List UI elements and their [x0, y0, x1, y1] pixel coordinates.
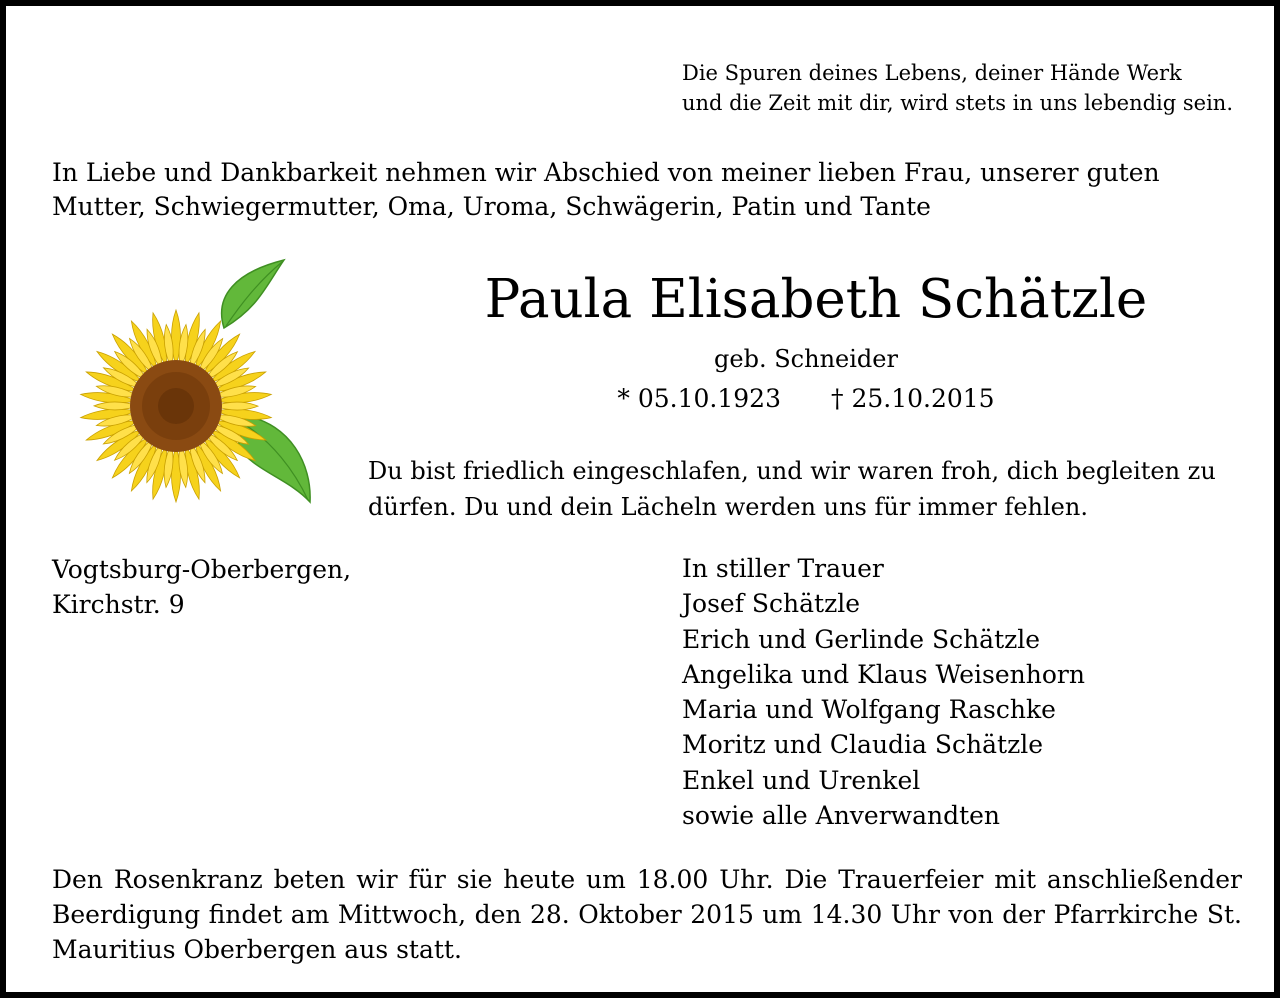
mourner-name: Enkel und Urenkel: [682, 765, 921, 795]
funeral-notice: Den Rosenkranz beten wir für sie heute um 18.00 Uhr. Die Trauerfeier mit anschließender Beerdigung findet am Mittwoch, den 28. Oktober 2015 um 14.30 Uhr von der Pfarrkirche St. Mauritius Oberbergen aus statt.: [52, 865, 1242, 964]
mourner-name: Maria und Wolfgang Raschke: [682, 695, 1056, 725]
mourner-name: Moritz und Claudia Schätzle: [682, 730, 1044, 760]
deceased-name: Paula Elisabeth Schätzle: [484, 269, 1148, 330]
mourner-name: Angelika und Klaus Weisenhorn: [682, 659, 1085, 689]
mourner-name: Erich und Gerlinde Schätzle: [682, 624, 1041, 654]
address: [52, 552, 351, 622]
mourner-name: Josef Schätzle: [682, 589, 861, 619]
life-dates: [566, 382, 1046, 416]
birth-date: * 05.10.1923: [617, 384, 781, 413]
motto-verse: [682, 58, 1233, 118]
maiden-name: geb. Schneider: [714, 345, 898, 373]
farewell-verse: Du bist friedlich eingeschlafen, und wir waren froh, dich begleiten zu dürfen. Du und dein Lächeln werden uns für immer fehlen.: [368, 457, 1216, 521]
sunflower-icon: [76, 256, 316, 506]
mourners-list: [682, 551, 1085, 833]
address-line-2: Kirchstr. 9: [52, 590, 185, 619]
address-line-1: Vogtsburg-Oberbergen,: [52, 555, 352, 584]
mourner-name: sowie alle Anverwandten: [682, 801, 1001, 831]
mourners-heading: In stiller Trauer: [682, 554, 884, 583]
intro-text: In Liebe und Dankbarkeit nehmen wir Abschied von meiner lieben Frau, unserer guten Mutter, Schwiegermutter, Oma, Uroma, Schwägerin, Patin und Tante: [52, 158, 1160, 221]
motto-line-2: und die Zeit mit dir, wird stets in uns lebendig sein.: [682, 91, 1234, 115]
motto-line-1: Die Spuren deines Lebens, deiner Hände Werk: [682, 61, 1182, 85]
death-date: † 25.10.2015: [831, 384, 995, 413]
